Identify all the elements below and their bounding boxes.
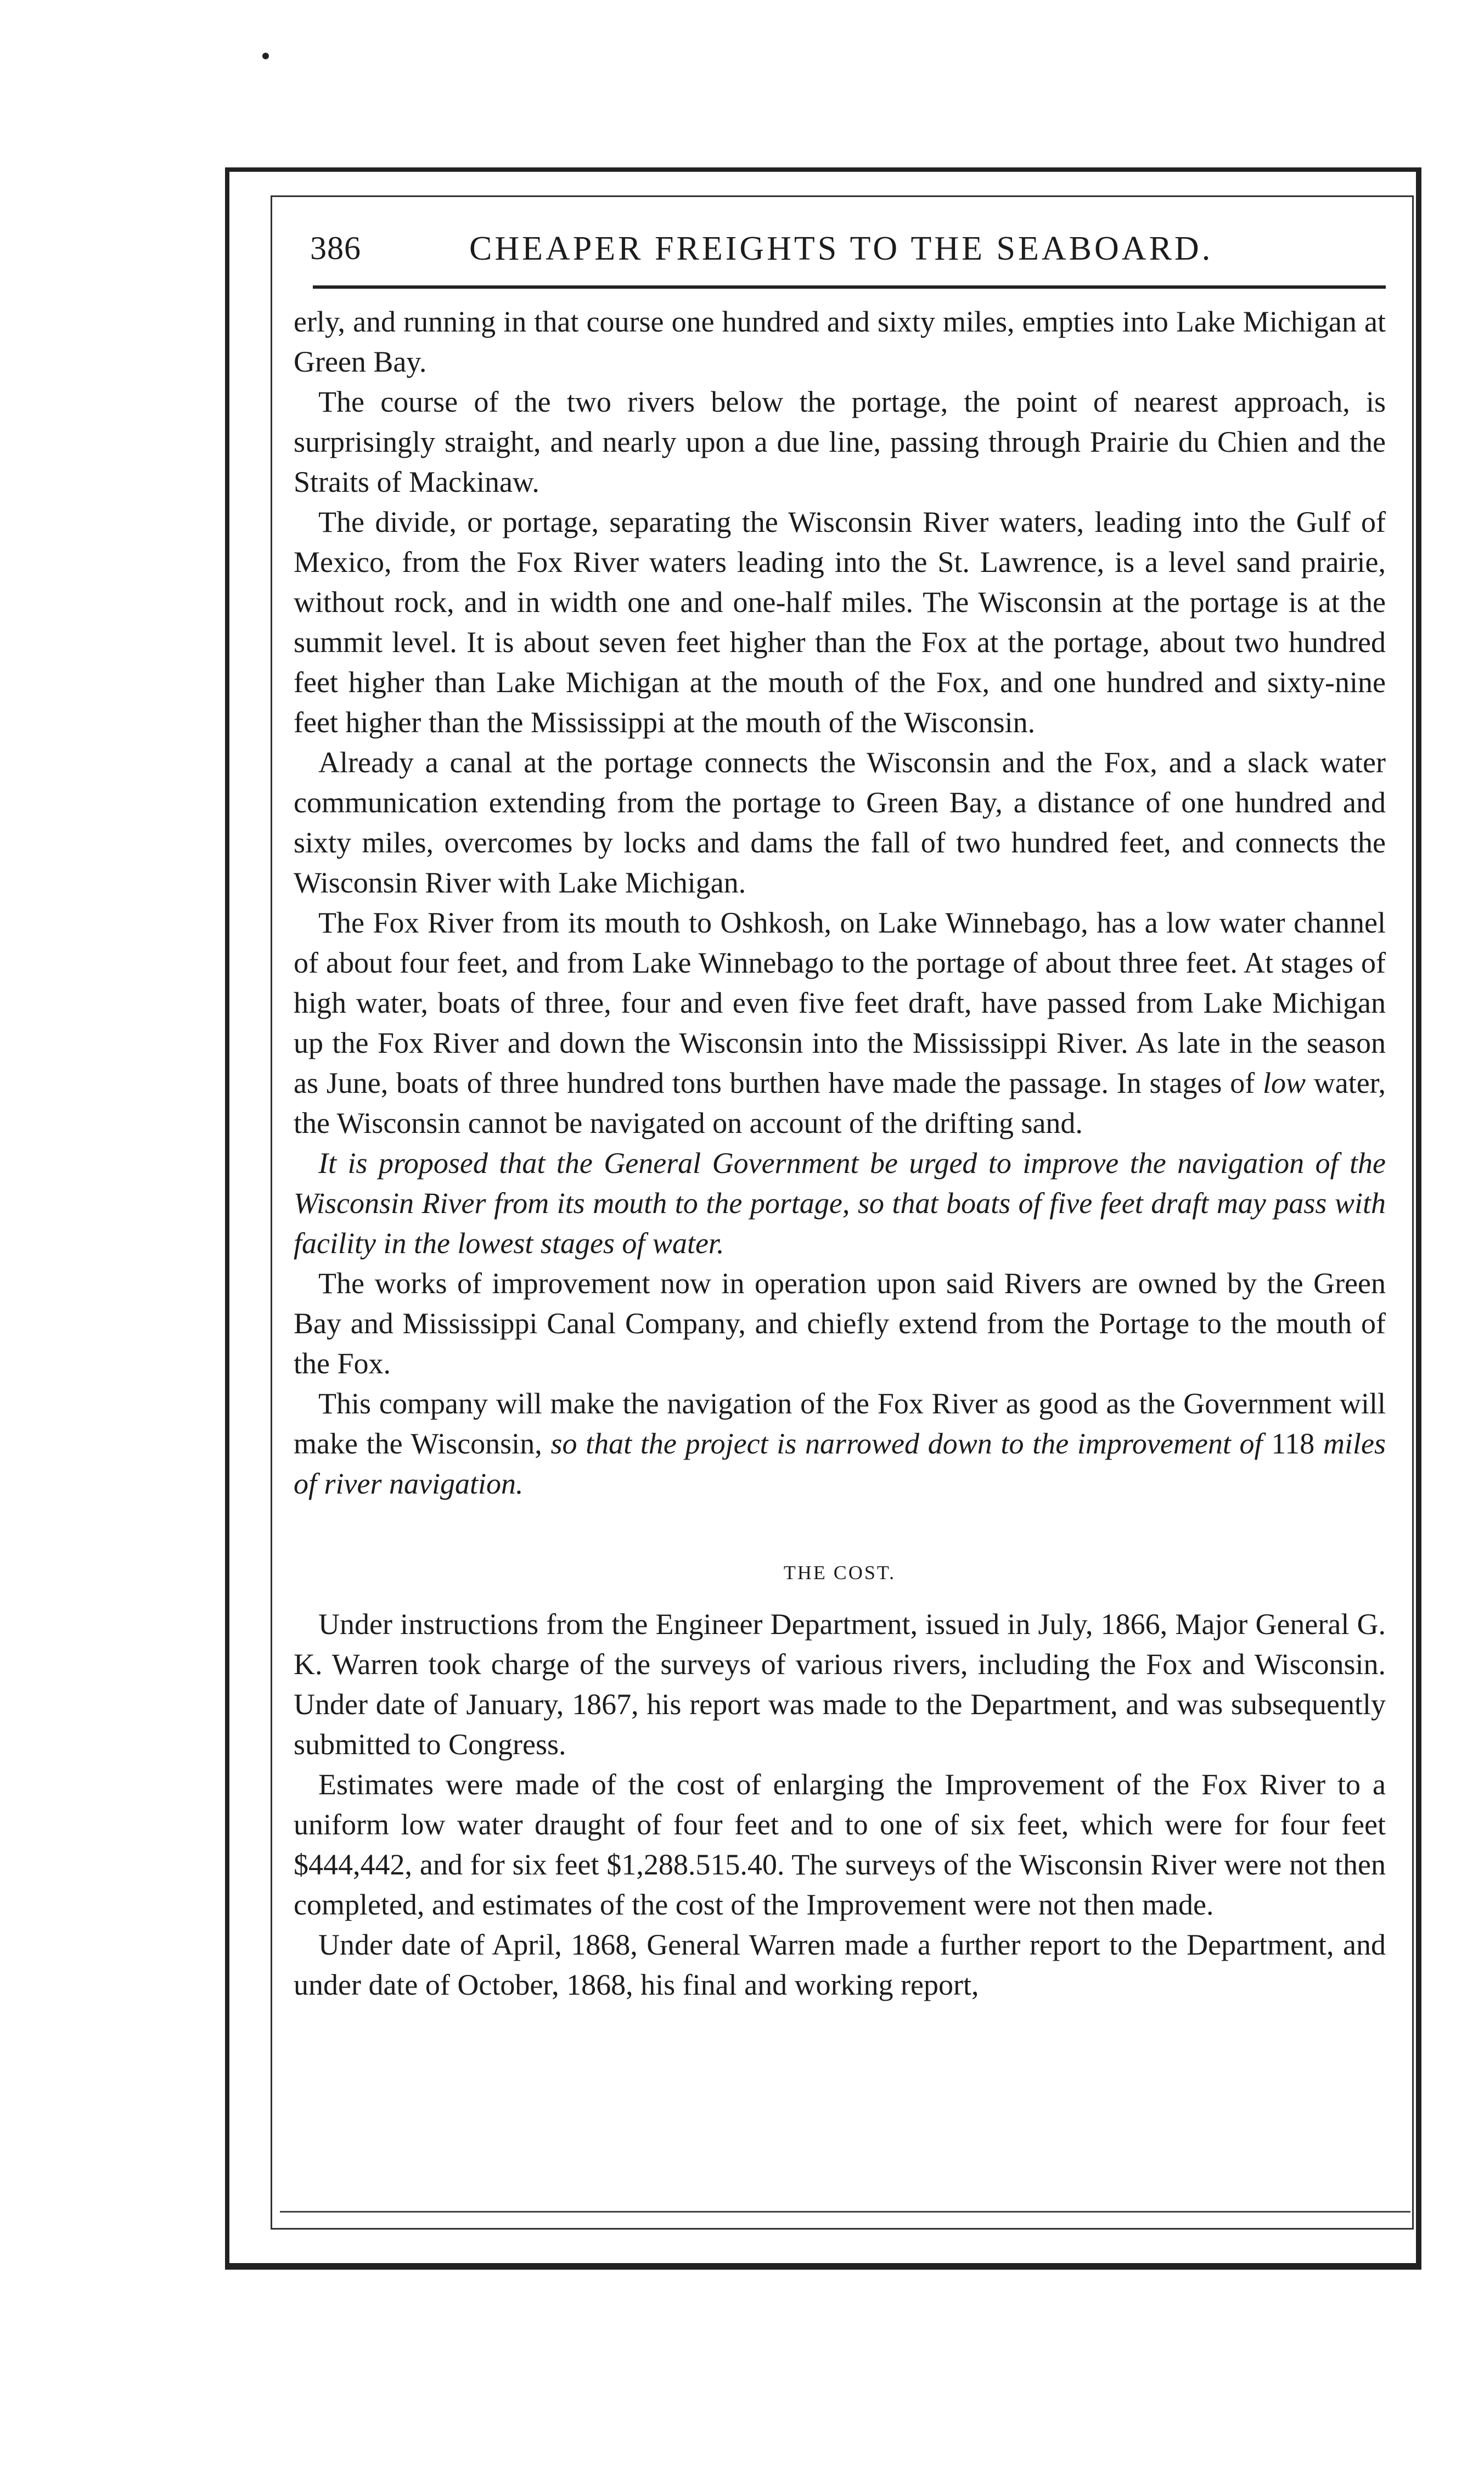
header-rule [313, 285, 1386, 289]
paragraph: The course of the two rivers below the portage, the point of nearest approach, is surprisingly straight, and nearly upon a due line, passing through Prairie du Chien and the Straits of Mackinaw. [294, 385, 1386, 498]
section-heading: THE COST. [783, 1562, 896, 1584]
page-header [294, 220, 1386, 302]
paragraph-text: The Fox River from its mouth to Oshkosh, on Lake Winnebago, has a low water channel of about four feet, and from Lake Winnebago to the portage of about three feet. At stages of high water, boats of three, four and even five feet draft, have passed from Lake Michigan up the Fox River and down the Wisconsin into the Mississippi River. As late in the season as June, boats of three hundred tons burthen have made the passage. In stages of [294, 906, 1386, 1099]
paragraph-text: This company will make the navigation of the Fox River as good as the Government will make the Wisconsin, [294, 1387, 1386, 1460]
paragraph: Already a canal at the portage connects the Wisconsin and the Fox, and a slack water communication extending from the portage to Green Bay, a distance of one hundred and sixty miles, overcomes by locks and dams the fall of two hundred feet, and connects the Wisconsin River with Lake Michigan. [294, 746, 1386, 899]
paragraph: The divide, or portage, separating the Wisconsin River waters, leading into the Gulf of Mexico, from the Fox River waters leading into the St. Lawrence, is a level sand prairie, without rock, and in width one and one-half miles. The Wisconsin at the portage is at the summit level. It is about seven feet higher than the Fox at the portage, about two hundred feet higher than Lake Michigan at the mouth of the Fox, and one hundred and sixty-nine feet higher than the Mississippi at the mouth of the Wisconsin. [294, 506, 1386, 739]
paragraph-emphasis: miles of river navigation. [294, 1427, 1386, 1500]
page-content [294, 220, 1386, 2005]
paragraph: Estimates were made of the cost of enlarging the Improvement of the Fox River to a uniform low water draught of four feet and to one of six feet, which were for four feet $444,442, and for six feet $1,288.515.40. The surveys of the Wisconsin River were not then completed, and estimates of the cost of the Improvement were not then made. [294, 1768, 1386, 1921]
paragraph: The works of improvement now in operation upon said Rivers are owned by the Green Bay and Mississippi Canal Company, and chiefly extend from the Portage to the mouth of the Fox. [294, 1267, 1386, 1380]
paragraph-number: 118 [1271, 1427, 1315, 1460]
paragraph: Under instructions from the Engineer Department, issued in July, 1866, Major General G. K. Warren took charge of the surveys of various rivers, including the Fox and Wisconsin. Under date of January, 1867, his report was made to the Department, and was subsequently submitted to Congress. [294, 1608, 1386, 1761]
running-head: CHEAPER FREIGHTS TO THE SEABOARD. [469, 230, 1213, 267]
paragraph: Under date of April, 1868, General Warren made a further report to the Department, and under date of October, 1868, his final and working report, [294, 1928, 1386, 2001]
bottom-rule [280, 2211, 1410, 2213]
ink-speck [262, 53, 269, 59]
paragraph-text: water, the Wisconsin cannot be navigated on account of the drifting sand. [294, 1066, 1386, 1139]
paragraph [294, 903, 1386, 1143]
paragraph-italic: It is proposed that the General Government be urged to improve the navigation of the Wisconsin River from its mouth to the portage, so that boats of five feet draft may pass with facility in the lowest stages of water. [294, 1147, 1386, 1260]
paragraph-emphasis: low [1262, 1066, 1306, 1099]
paragraph [294, 1384, 1386, 1504]
paragraph: erly, and running in that course one hundred and sixty miles, empties into Lake Michigan at Green Bay. [294, 305, 1386, 378]
paragraph-emphasis: so that the project is narrowed down to the improvement of [550, 1427, 1263, 1460]
page-number: 386 [310, 230, 361, 266]
